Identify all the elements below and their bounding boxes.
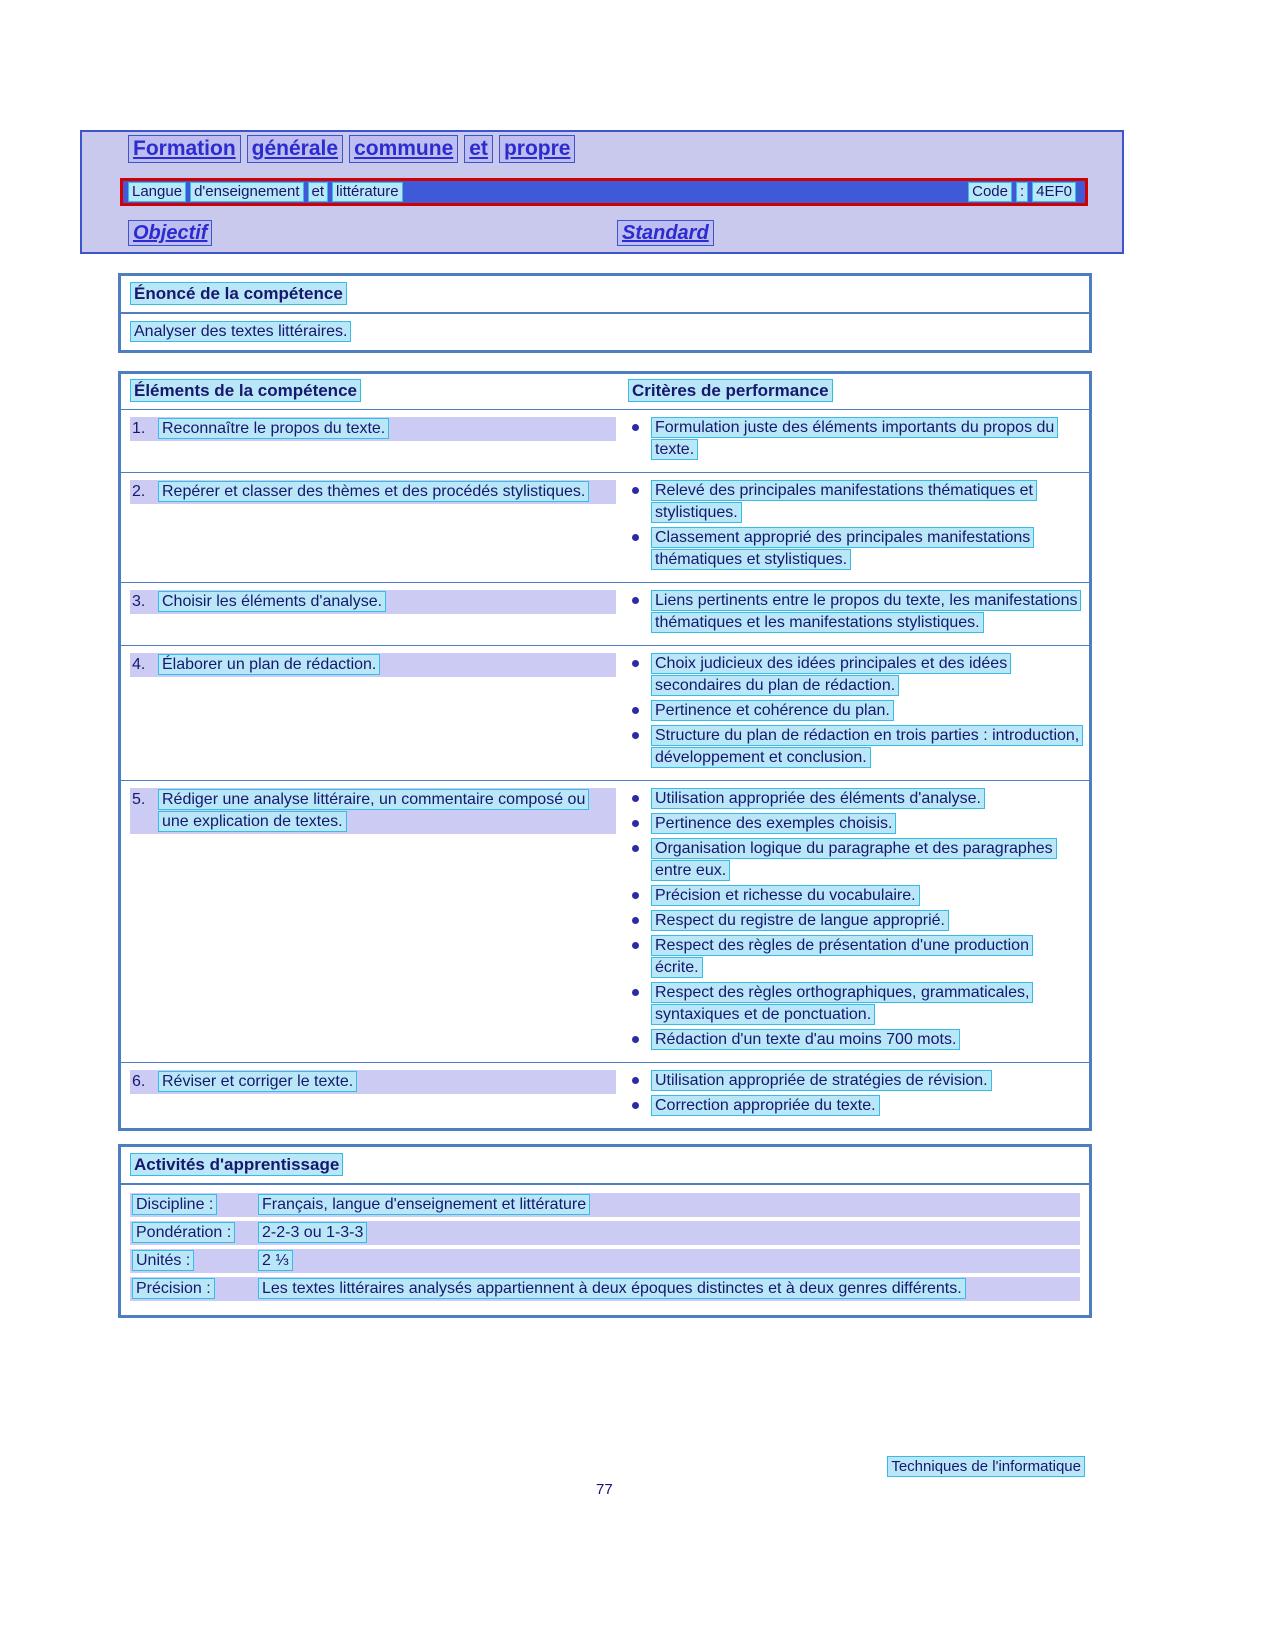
activity-value-highlight: Les textes littéraires analysés appartiennent à deux époques distinctes et à deux genres différents. — [258, 1278, 966, 1299]
element-cell — [130, 590, 616, 634]
criteria-item — [628, 480, 1080, 524]
word-highlight: commune — [349, 135, 458, 163]
criteria-text — [651, 417, 1080, 461]
enonce-table — [118, 273, 1092, 353]
bullet-icon — [632, 917, 639, 924]
element-highlight-bar — [130, 1070, 616, 1094]
activity-label-highlight: Unités : — [132, 1250, 194, 1271]
competence-row — [121, 1063, 1089, 1128]
footer-program-name-text: Techniques de l'informatique — [887, 1456, 1085, 1477]
enonce-body-text: Analyser des textes littéraires. — [130, 321, 351, 342]
enonce-header-text: Énoncé de la compétence — [130, 282, 347, 305]
activity-label-highlight: Précision : — [132, 1278, 215, 1299]
activity-row — [130, 1193, 1080, 1217]
activity-row — [130, 1221, 1080, 1245]
criteria-item — [628, 982, 1080, 1026]
element-highlight-bar — [130, 788, 616, 834]
competence-row — [121, 473, 1089, 583]
element-highlight-bar — [130, 653, 616, 677]
criteria-text-highlight: Respect du registre de langue approprié. — [651, 910, 949, 931]
bullet-icon — [632, 707, 639, 714]
bullet-icon — [632, 1036, 639, 1043]
objectif-label — [128, 220, 218, 246]
criteria-text-highlight: Organisation logique du paragraphe et des paragraphes entre eux. — [651, 838, 1057, 881]
activity-value — [258, 1194, 1078, 1216]
criteria-cell — [616, 417, 1080, 461]
element-text-highlight: Rédiger une analyse littéraire, un commentaire composé ou une explication de textes. — [158, 789, 589, 832]
element-text — [158, 591, 614, 613]
criteria-item — [628, 885, 1080, 907]
activity-row — [130, 1249, 1080, 1273]
criteria-cell — [616, 653, 1080, 769]
page-number: 77 — [596, 1481, 613, 1498]
element-text-highlight: Réviser et corriger le texte. — [158, 1071, 357, 1092]
activity-value — [258, 1278, 1078, 1300]
bullet-icon — [632, 597, 639, 604]
criteria-item — [628, 700, 1080, 722]
activity-value-highlight: 2-2-3 ou 1-3-3 — [258, 1222, 367, 1243]
word-highlight: Code — [968, 182, 1012, 202]
activity-row — [130, 1277, 1080, 1301]
competence-row — [121, 583, 1089, 646]
criteria-item — [628, 1070, 1080, 1092]
criteria-text — [651, 813, 1080, 835]
criteria-item — [628, 788, 1080, 810]
element-number: 4. — [132, 656, 146, 673]
criteria-text — [651, 1029, 1080, 1051]
word-highlight: Langue — [128, 182, 186, 202]
criteria-item — [628, 1095, 1080, 1117]
criteres-header-cell — [616, 380, 1080, 402]
element-number: 6. — [132, 1073, 146, 1090]
element-number: 3. — [132, 593, 146, 610]
element-highlight-bar — [130, 417, 616, 441]
bullet-icon — [632, 1102, 639, 1109]
competence-row — [121, 781, 1089, 1063]
activity-label — [132, 1278, 258, 1300]
criteria-text-highlight: Utilisation appropriée des éléments d'analyse. — [651, 788, 985, 809]
criteria-text-highlight: Choix judicieux des idées principales et des idées secondaires du plan de rédaction. — [651, 653, 1011, 696]
bullet-icon — [632, 820, 639, 827]
bullet-icon — [632, 660, 639, 667]
bullet-icon — [632, 424, 639, 431]
criteria-text — [651, 1070, 1080, 1092]
course-code — [968, 182, 1080, 202]
enonce-header — [121, 276, 1089, 314]
criteria-text-highlight: Pertinence des exemples choisis. — [651, 813, 896, 834]
standard-label — [617, 220, 720, 246]
criteria-text — [651, 480, 1080, 524]
criteria-text-highlight: Rédaction d'un texte d'au moins 700 mots. — [651, 1029, 960, 1050]
enonce-body — [121, 314, 1089, 350]
criteria-text-highlight: Respect des règles orthographiques, grammaticales, syntaxiques et de ponctuation. — [651, 982, 1033, 1025]
activities-header — [121, 1147, 1089, 1185]
bullet-icon — [632, 795, 639, 802]
element-text-highlight: Choisir les éléments d'analyse. — [158, 591, 386, 612]
element-text-highlight: Élaborer un plan de rédaction. — [158, 654, 380, 675]
word-highlight: générale — [247, 135, 343, 163]
element-cell — [130, 417, 616, 461]
criteria-text-highlight: Correction appropriée du texte. — [651, 1095, 880, 1116]
element-text — [158, 654, 614, 676]
activity-label-highlight: Pondération : — [132, 1222, 235, 1243]
criteria-text — [651, 788, 1080, 810]
bullet-icon — [632, 942, 639, 949]
standard-label-text: Standard — [617, 220, 714, 246]
criteria-text-highlight: Liens pertinents entre le propos du texte, les manifestations thématiques et les manifestations stylistiques. — [651, 590, 1081, 633]
element-cell — [130, 1070, 616, 1117]
activities-rows — [121, 1185, 1089, 1315]
competence-rows — [121, 410, 1089, 1128]
bullet-icon — [632, 1077, 639, 1084]
word-highlight: d'enseignement — [190, 182, 303, 202]
element-text-highlight: Repérer et classer des thèmes et des procédés stylistiques. — [158, 481, 589, 502]
competence-row — [121, 410, 1089, 473]
criteria-text-highlight: Classement approprié des principales manifestations thématiques et stylistiques. — [651, 527, 1034, 570]
activities-table — [118, 1144, 1092, 1318]
activity-value — [258, 1222, 1078, 1244]
element-text — [158, 481, 614, 503]
activity-label-highlight: Discipline : — [132, 1194, 217, 1215]
word-highlight: propre — [499, 135, 576, 163]
activity-value — [258, 1250, 1078, 1272]
criteria-item — [628, 725, 1080, 769]
criteria-item — [628, 838, 1080, 882]
criteria-cell — [616, 480, 1080, 571]
course-name — [128, 182, 407, 202]
criteria-text — [651, 700, 1080, 722]
criteria-text-highlight: Pertinence et cohérence du plan. — [651, 700, 894, 721]
element-text — [158, 418, 614, 440]
criteria-text-highlight: Structure du plan de rédaction en trois parties : introduction, développement et conclusion. — [651, 725, 1083, 768]
element-number: 2. — [132, 483, 146, 500]
word-highlight: : — [1016, 182, 1028, 202]
objectif-label-text: Objectif — [128, 220, 212, 246]
criteria-cell — [616, 1070, 1080, 1117]
activities-header-text: Activités d'apprentissage — [130, 1153, 343, 1176]
criteria-cell — [616, 788, 1080, 1051]
elements-header-text: Éléments de la compétence — [130, 379, 361, 402]
element-text — [158, 789, 614, 833]
element-text — [158, 1071, 614, 1093]
bullet-icon — [632, 487, 639, 494]
criteria-text-highlight: Utilisation appropriée de stratégies de révision. — [651, 1070, 992, 1091]
criteria-text — [651, 590, 1080, 634]
bullet-icon — [632, 732, 639, 739]
word-highlight: littérature — [332, 182, 403, 202]
criteria-item — [628, 590, 1080, 634]
criteria-text — [651, 910, 1080, 932]
criteria-item — [628, 417, 1080, 461]
criteria-text — [651, 982, 1080, 1026]
criteria-item — [628, 1029, 1080, 1051]
criteres-header-text: Critères de performance — [628, 379, 833, 402]
element-number: 1. — [132, 420, 146, 437]
word-highlight: et — [308, 182, 329, 202]
criteria-cell — [616, 590, 1080, 634]
activity-value-highlight: 2 ⅓ — [258, 1250, 293, 1271]
word-highlight: 4EF0 — [1032, 182, 1076, 202]
criteria-text — [651, 935, 1080, 979]
criteria-text-highlight: Précision et richesse du vocabulaire. — [651, 885, 920, 906]
word-highlight: Formation — [128, 135, 241, 163]
bullet-icon — [632, 845, 639, 852]
header-box — [80, 130, 1124, 254]
criteria-text-highlight: Formulation juste des éléments importants du propos du texte. — [651, 417, 1058, 460]
element-text-highlight: Reconnaître le propos du texte. — [158, 418, 389, 439]
elements-header-cell — [130, 380, 616, 402]
criteria-item — [628, 910, 1080, 932]
element-cell — [130, 788, 616, 1051]
criteria-text — [651, 838, 1080, 882]
word-highlight: et — [464, 135, 493, 163]
competence-row — [121, 646, 1089, 781]
footer-program-name — [887, 1457, 1085, 1477]
element-cell — [130, 653, 616, 769]
criteria-text-highlight: Respect des règles de présentation d'une production écrite. — [651, 935, 1033, 978]
bullet-icon — [632, 989, 639, 996]
criteria-text-highlight: Relevé des principales manifestations thématiques et stylistiques. — [651, 480, 1037, 523]
criteria-text — [651, 725, 1080, 769]
criteria-text — [651, 653, 1080, 697]
activity-label — [132, 1250, 258, 1272]
bullet-icon — [632, 534, 639, 541]
criteria-text — [651, 885, 1080, 907]
element-cell — [130, 480, 616, 571]
bullet-icon — [632, 892, 639, 899]
criteria-item — [628, 527, 1080, 571]
criteria-item — [628, 813, 1080, 835]
competence-table-header — [121, 374, 1089, 410]
activity-value-highlight: Français, langue d'enseignement et littérature — [258, 1194, 590, 1215]
criteria-item — [628, 653, 1080, 697]
element-highlight-bar — [130, 590, 616, 614]
criteria-text — [651, 1095, 1080, 1117]
activity-label — [132, 1194, 258, 1216]
activity-label — [132, 1222, 258, 1244]
criteria-item — [628, 935, 1080, 979]
element-highlight-bar — [130, 480, 616, 504]
content-column — [118, 273, 1092, 1318]
element-number: 5. — [132, 791, 146, 808]
document-title — [128, 135, 581, 163]
competence-table — [118, 371, 1092, 1131]
criteria-text — [651, 527, 1080, 571]
course-bar — [120, 178, 1088, 206]
